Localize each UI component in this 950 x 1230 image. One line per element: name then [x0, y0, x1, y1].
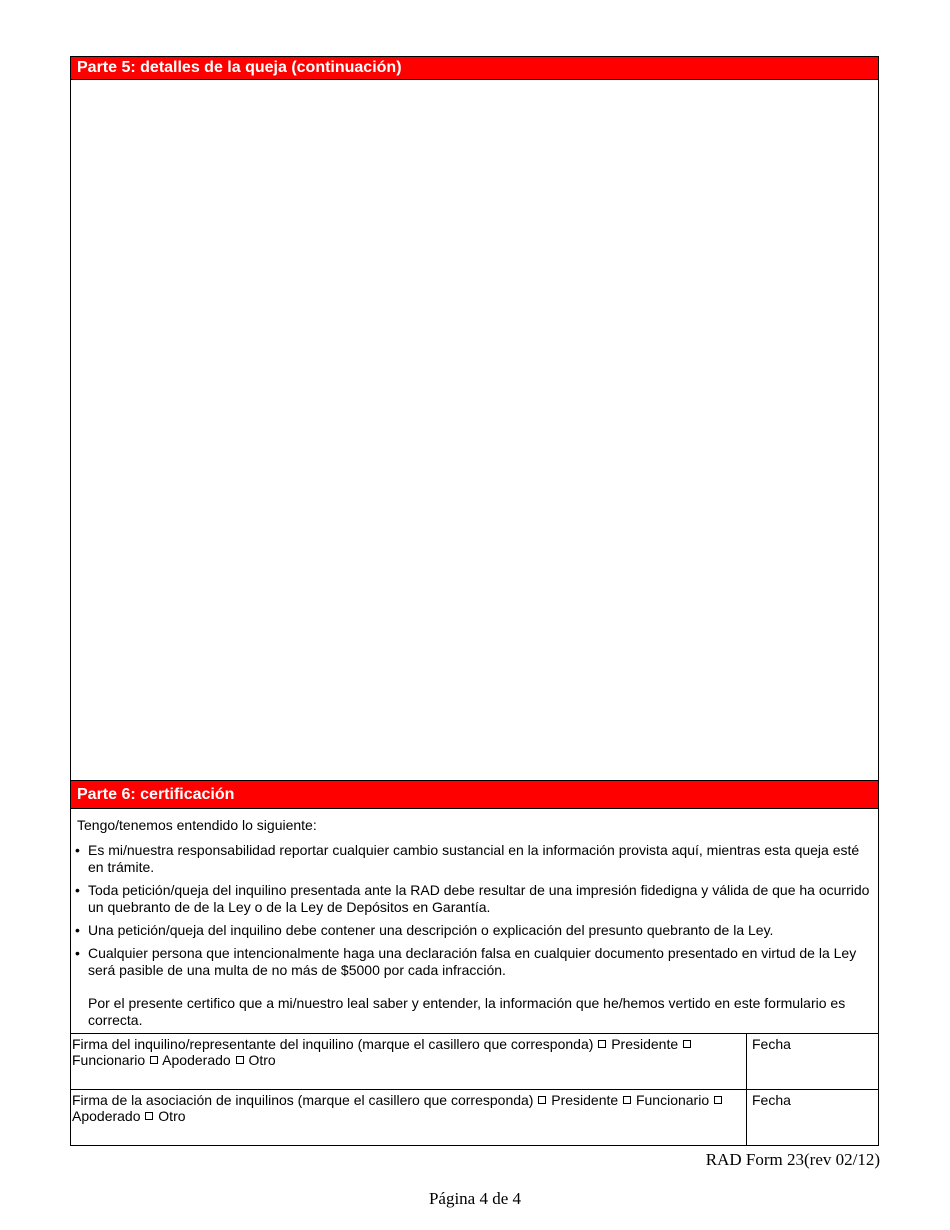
option-label: Presidente: [551, 1092, 619, 1108]
checkbox-icon[interactable]: [150, 1056, 158, 1064]
complaint-form-page: [70, 56, 879, 1146]
association-signature-field[interactable]: [71, 1090, 747, 1145]
checkbox-icon[interactable]: [714, 1096, 722, 1104]
checkbox-icon[interactable]: [236, 1056, 244, 1064]
bullet-text: Una petición/queja del inquilino debe contener una descripción o explicación del presunto quebranto de la Ley.: [88, 922, 774, 938]
list-item: [75, 945, 874, 979]
certification-section: [71, 809, 878, 1033]
option-label: Otro: [158, 1108, 186, 1124]
part5-header: [71, 57, 878, 80]
bullet-text: Toda petición/queja del inquilino presentada ante la RAD debe resultar de una impresión fidedigna y válida de que ha ocurrido un quebranto de de la Ley o de la Ley de Depósitos en Garantía.: [88, 882, 870, 915]
checkbox-icon[interactable]: [623, 1096, 631, 1104]
option-label: Apoderado: [162, 1052, 231, 1068]
date-label: Fecha: [752, 1036, 791, 1052]
checkbox-icon[interactable]: [683, 1040, 691, 1048]
complaint-details-field[interactable]: [71, 80, 878, 781]
bullet-icon: •: [75, 945, 80, 961]
tenant-signature-label: Firma del inquilino/representante del inquilino (marque el casillero que corresponda): [72, 1036, 594, 1052]
checkbox-icon[interactable]: [538, 1096, 546, 1104]
bullet-text: Es mi/nuestra responsabilidad reportar cualquier cambio sustancial en la información provista aquí, mientras esta queja esté en trámite.: [88, 842, 860, 875]
part6-title: Parte 6: certificación: [77, 785, 235, 803]
option-label: Funcionario: [635, 1092, 710, 1108]
tenant-signature-field[interactable]: [71, 1034, 747, 1089]
checkbox-icon[interactable]: [598, 1040, 606, 1048]
list-item: [75, 922, 874, 939]
association-date-field[interactable]: [747, 1090, 878, 1145]
list-item: [75, 842, 874, 876]
tenant-date-field[interactable]: [747, 1034, 878, 1089]
option-label: Otro: [248, 1052, 276, 1068]
option-label: Presidente: [611, 1036, 679, 1052]
association-signature-label: Firma de la asociación de inquilinos (marque el casillero que corresponda): [72, 1092, 534, 1108]
tenant-signature-row: [71, 1033, 878, 1089]
bullet-icon: •: [75, 922, 80, 938]
date-label: Fecha: [752, 1092, 791, 1108]
option-label: Funcionario: [72, 1052, 146, 1068]
form-id: RAD Form 23(rev 02/12): [705, 1150, 880, 1169]
association-signature-row: [71, 1089, 878, 1145]
certification-intro: Tengo/tenemos entendido lo siguiente:: [77, 817, 317, 833]
bullet-icon: •: [75, 842, 80, 858]
part6-header: [71, 781, 878, 809]
page-number: Página 4 de 4: [428, 1189, 522, 1208]
list-item: [75, 882, 874, 916]
certification-statement: Por el presente certifico que a mi/nuestro leal saber y entender, la información que he/hemos vertido en este formulario es correcta.: [88, 995, 846, 1028]
checkbox-icon[interactable]: [145, 1112, 153, 1120]
bullet-text: Cualquier persona que intencionalmente haga una declaración falsa en cualquier documento presentado en virtud de la Ley será pasible de una multa de no más de $5000 por cada infracción.: [88, 945, 857, 978]
option-label: Apoderado: [72, 1108, 141, 1124]
bullet-icon: •: [75, 882, 80, 898]
part5-title: Parte 5: detalles de la queja (continuación): [77, 59, 402, 76]
